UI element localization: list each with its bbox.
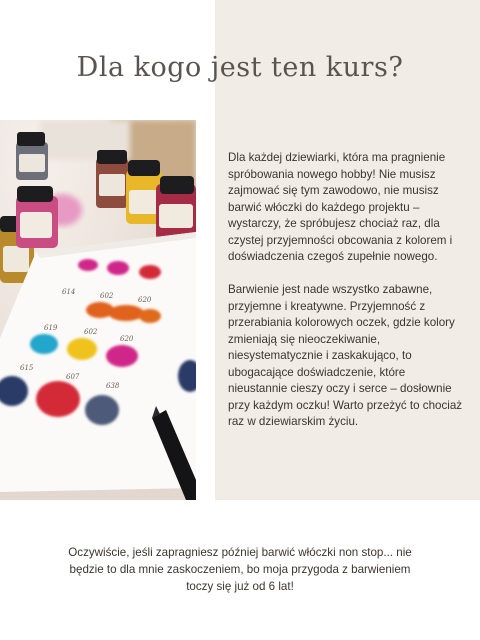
- jar-back-left: [16, 132, 48, 180]
- swatch-label-602: 602: [100, 292, 114, 300]
- swatch-1: [78, 259, 98, 271]
- jar-center-back: [96, 150, 128, 208]
- swatch-label-638: 638: [106, 382, 120, 390]
- swatch-label-615: 615: [20, 364, 34, 372]
- paragraph-2: Barwienie jest nade wszystko zabawne, przyjemne i kreatywne. Przyjemność z przerabiania kolorowych oczek, gdzie kolory zmieniają się nieoczekiwanie, niesystematycznie i zaskakująco, to ubogacające doświadczenie, które nieustannie cieszy oczy i serce – dosłownie przy każdym oczku! Warto przeżyć to chociaż raz w dziewiarskim życiu.: [228, 283, 463, 428]
- swatch-label-607: 607: [66, 373, 80, 381]
- jar-pink: [16, 186, 58, 248]
- footer-note: Oczywiście, jeśli zapragniesz później barwić włóczki non stop... nie będzie to dla mnie zaskoczeniem, bo moja przygoda z barwieniem toczy się już od 6 lat!: [68, 546, 412, 593]
- jar-right: [156, 176, 196, 240]
- swatch-label-614: 614: [62, 288, 76, 296]
- dye-swatches-photo: [0, 120, 196, 500]
- swatch-label-619: 619: [44, 324, 58, 332]
- page-title: Dla kogo jest ten kurs?: [76, 52, 404, 83]
- swatch-label-620b: 620: [120, 335, 134, 343]
- swatch-label-602b: 602: [84, 328, 98, 336]
- course-description: [228, 150, 463, 447]
- paragraph-1: Dla każdej dziewiarki, która ma pragnienie spróbowania nowego hobby! Nie musisz zajmować się tym zawodowo, nie musisz barwić włóczki do każdego projektu – wystarczy, że spróbujesz chociaż raz, dla czystej przyjemności obcowania z kolorem i doświadczenia czegoś zupełnie nowego.: [228, 151, 453, 263]
- swatch-label-620: 620: [138, 296, 152, 304]
